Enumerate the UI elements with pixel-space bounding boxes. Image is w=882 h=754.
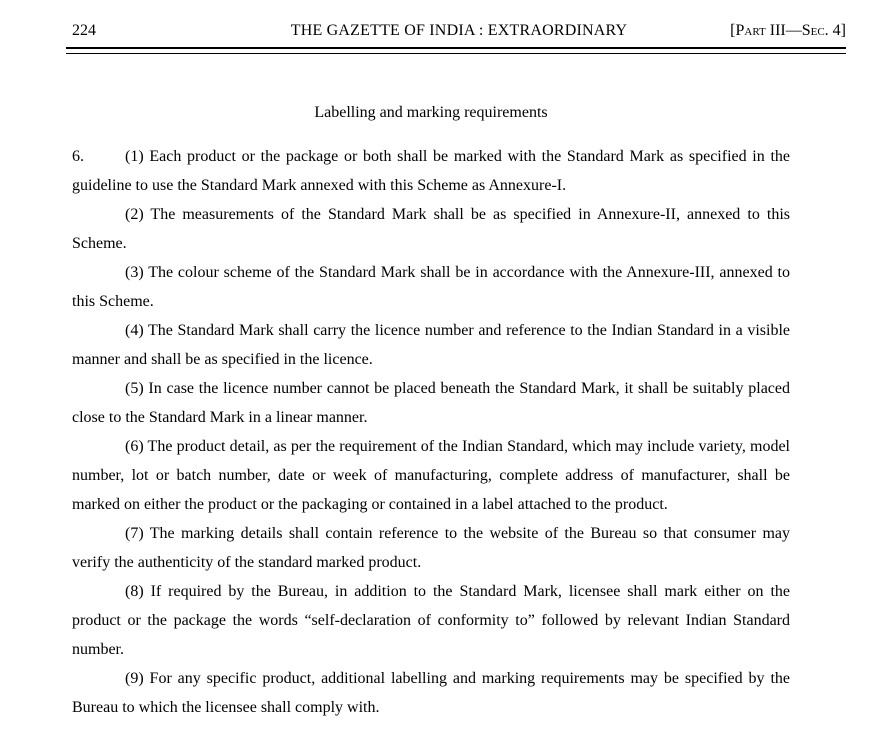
clause-paragraph: (2) The measurements of the Standard Mark shall be as specified in Annexure-II, annexed to this Scheme. [72, 206, 790, 252]
clause-paragraph: (5) In case the licence number cannot be placed beneath the Standard Mark, it shall be suitably placed close to the Standard Mark in a linear manner. [72, 380, 790, 426]
clause-paragraph [72, 142, 790, 200]
clause-paragraph: (8) If required by the Bureau, in addition to the Standard Mark, licensee shall mark either on the product or the package the words “self-declaration of conformity to” followed by relevant Indian Standard number. [72, 583, 790, 658]
clause-6 [72, 142, 790, 722]
header-divider [66, 47, 846, 54]
clause-text: (1) Each product or the package or both shall be marked with the Standard Mark as specified in the guideline to use the Standard Mark annexed with this Scheme as Annexure-I. [72, 148, 790, 194]
clause-paragraph: (3) The colour scheme of the Standard Mark shall be in accordance with the Annexure-III, annexed to this Scheme. [72, 264, 790, 310]
clause-number: 6. [72, 148, 84, 165]
clause-paragraph: (6) The product detail, as per the requirement of the Indian Standard, which may include variety, model number, lot or batch number, date or week of manufacturing, complete address of manufacturer, shall be marked on either the product or the packaging or contained in a label attached to the product. [72, 438, 790, 513]
clause-paragraph: (4) The Standard Mark shall carry the licence number and reference to the Indian Standard in a visible manner and shall be as specified in the licence. [72, 322, 790, 368]
gazette-title: THE GAZETTE OF INDIA : EXTRAORDINARY [290, 22, 628, 39]
clause-paragraph: (9) For any specific product, additional labelling and marking requirements may be specified by the Bureau to which the licensee shall comply with. [72, 670, 790, 716]
part-section-label: [Part III—Sec. 4] [730, 22, 847, 39]
page-number: 224 [72, 22, 96, 39]
clause-paragraph: (7) The marking details shall contain reference to the website of the Bureau so that consumer may verify the authenticity of the standard marked product. [72, 525, 790, 571]
running-head [66, 22, 846, 40]
document-body [72, 103, 790, 722]
section-heading: Labelling and marking requirements [314, 104, 548, 121]
